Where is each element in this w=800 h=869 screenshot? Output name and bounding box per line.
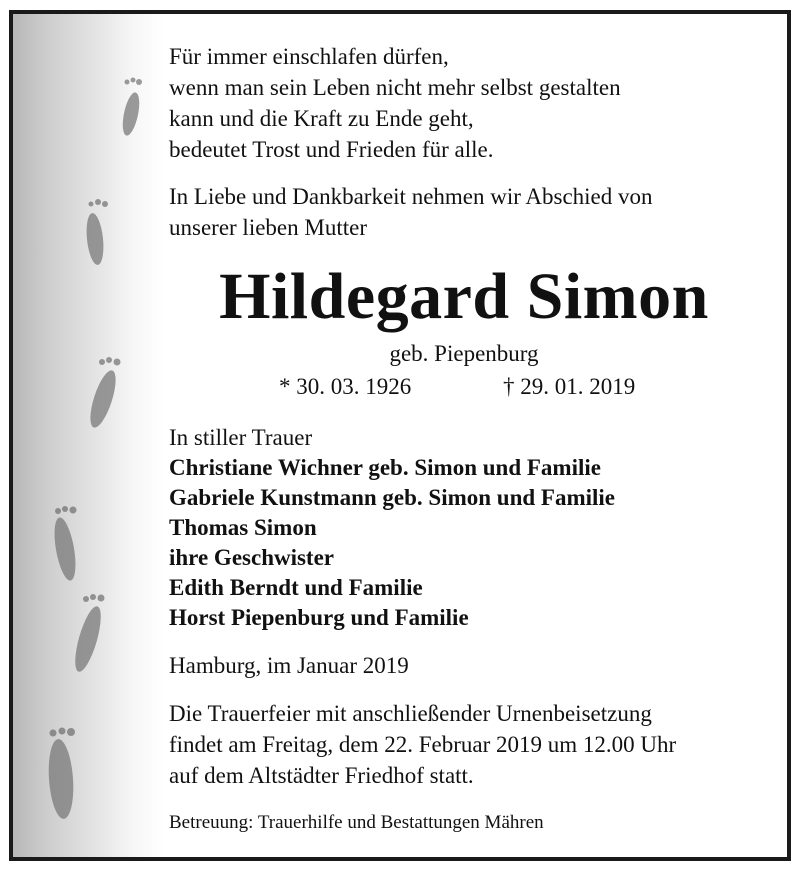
poem-line: bedeutet Trost und Frieden für alle.: [169, 137, 494, 162]
mourner-name: Edith Berndt und Familie: [169, 575, 423, 600]
mourner-name: Christiane Wichner geb. Simon und Familie: [169, 455, 601, 480]
place-date: Hamburg, im Januar 2019: [169, 653, 409, 678]
footprints-in-sand-image: [13, 14, 163, 857]
poem-line: kann und die Kraft zu Ende geht,: [169, 106, 474, 131]
deceased-name: Hildegard Simon: [219, 260, 709, 333]
mourner-name: ihre Geschwister: [169, 545, 335, 570]
obituary-frame: [9, 10, 791, 861]
mourner-name: Thomas Simon: [169, 515, 317, 540]
ceremony-line: findet am Freitag, dem 22. Februar 2019 um 12.00 Uhr: [169, 732, 677, 757]
poem-line: wenn man sein Leben nicht mehr selbst gestalten: [169, 75, 621, 100]
mourner-name: Horst Piepenburg und Familie: [169, 605, 469, 630]
intro-line: In Liebe und Dankbarkeit nehmen wir Abschied von: [169, 184, 653, 209]
footprints-illustration: [13, 14, 163, 857]
death-date: † 29. 01. 2019: [503, 374, 636, 399]
birth-name: geb. Piepenburg: [389, 341, 539, 366]
ceremony-line: Die Trauerfeier mit anschließender Urnenbeisetzung: [169, 701, 652, 726]
funeral-home-credit: Betreuung: Trauerhilfe und Bestattungen Mähren: [169, 812, 544, 833]
intro-line: unserer lieben Mutter: [169, 215, 367, 240]
birth-date: * 30. 03. 1926: [279, 374, 412, 399]
mourner-name: Gabriele Kunstmann geb. Simon und Familie: [169, 485, 616, 510]
ceremony-line: auf dem Altstädter Friedhof statt.: [169, 763, 474, 788]
mourners-intro: In stiller Trauer: [169, 425, 313, 450]
poem-line: Für immer einschlafen dürfen,: [169, 44, 449, 69]
